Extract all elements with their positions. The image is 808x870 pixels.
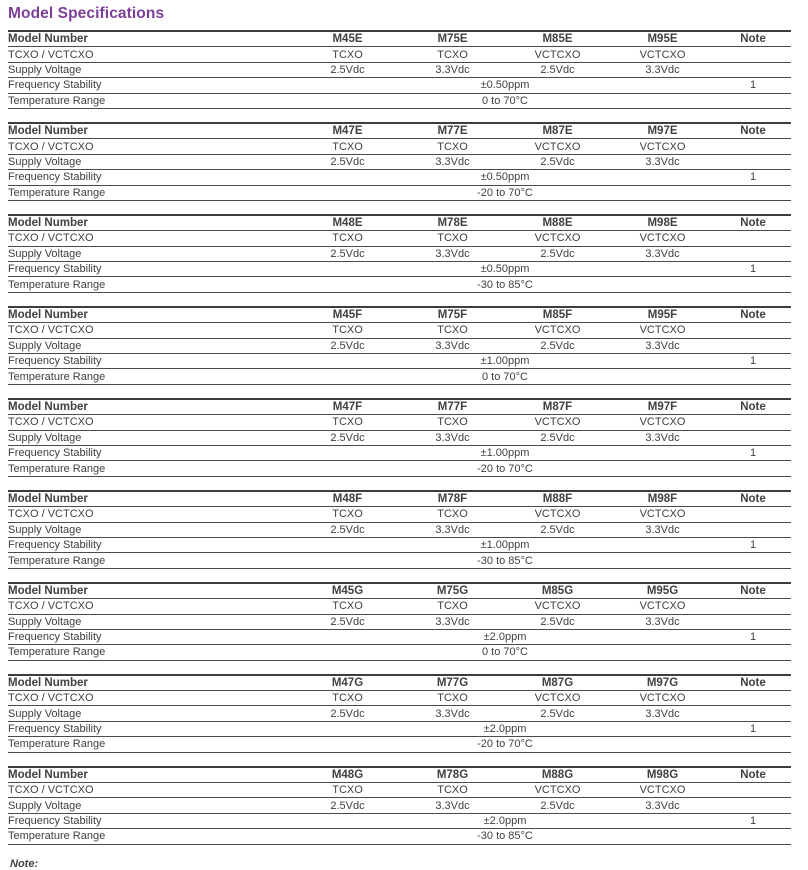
oscillator-type-value: VCTCXO: [505, 231, 610, 246]
temperature-range-row: [8, 553, 791, 568]
model-number-header: M48E: [295, 215, 400, 231]
row-label-frequency-stability: Frequency Stability: [8, 537, 295, 552]
oscillator-type-row: [8, 415, 791, 430]
row-label-model-number: Model Number: [8, 31, 295, 47]
note-column-header: Note: [715, 583, 791, 599]
temperature-range-row: [8, 369, 791, 384]
oscillator-type-value: TCXO: [400, 231, 505, 246]
row-label-type: TCXO / VCTCXO: [8, 415, 295, 430]
model-number-header: M75G: [400, 583, 505, 599]
model-number-row: [8, 31, 791, 47]
supply-voltage-value: 2.5Vdc: [505, 614, 610, 629]
frequency-stability-row: [8, 170, 791, 185]
spec-table: [8, 766, 791, 845]
row-label-supply-voltage: Supply Voltage: [8, 154, 295, 169]
oscillator-type-value: TCXO: [400, 139, 505, 154]
oscillator-type-value: VCTCXO: [610, 599, 715, 614]
row-label-temperature-range: Temperature Range: [8, 461, 295, 476]
datasheet-page: [0, 5, 808, 870]
model-number-header: M98G: [610, 767, 715, 783]
supply-voltage-value: 3.3Vdc: [400, 706, 505, 721]
frequency-stability-value: ±2.0ppm: [295, 721, 715, 736]
supply-voltage-value: 2.5Vdc: [505, 154, 610, 169]
oscillator-type-value: TCXO: [295, 47, 400, 62]
note-column-header: Note: [715, 399, 791, 415]
empty-note-cell: [715, 369, 791, 384]
row-label-model-number: Model Number: [8, 675, 295, 691]
supply-voltage-value: 3.3Vdc: [610, 246, 715, 261]
spec-tables-container: [0, 30, 808, 845]
oscillator-type-value: VCTCXO: [505, 139, 610, 154]
page-title: Model Specifications: [8, 5, 165, 22]
empty-note-cell: [715, 798, 791, 813]
note-reference-value: 1: [715, 629, 791, 644]
supply-voltage-value: 2.5Vdc: [295, 706, 400, 721]
model-number-header: M75E: [400, 31, 505, 47]
model-number-header: M77E: [400, 123, 505, 139]
temperature-range-row: [8, 277, 791, 292]
oscillator-type-value: TCXO: [295, 231, 400, 246]
row-label-model-number: Model Number: [8, 767, 295, 783]
row-label-frequency-stability: Frequency Stability: [8, 629, 295, 644]
supply-voltage-value: 2.5Vdc: [295, 430, 400, 445]
oscillator-type-value: TCXO: [400, 691, 505, 706]
oscillator-type-value: VCTCXO: [505, 507, 610, 522]
model-number-row: [8, 767, 791, 783]
temperature-range-row: [8, 93, 791, 108]
frequency-stability-row: [8, 629, 791, 644]
empty-note-cell: [715, 706, 791, 721]
supply-voltage-value: 2.5Vdc: [505, 798, 610, 813]
row-label-frequency-stability: Frequency Stability: [8, 262, 295, 277]
oscillator-type-value: VCTCXO: [610, 691, 715, 706]
supply-voltage-value: 2.5Vdc: [505, 522, 610, 537]
frequency-stability-value: ±0.50ppm: [295, 170, 715, 185]
oscillator-type-value: VCTCXO: [505, 783, 610, 798]
model-number-header: M47G: [295, 675, 400, 691]
empty-note-cell: [715, 461, 791, 476]
frequency-stability-row: [8, 354, 791, 369]
row-label-model-number: Model Number: [8, 123, 295, 139]
model-number-header: M47E: [295, 123, 400, 139]
frequency-stability-row: [8, 721, 791, 736]
model-number-row: [8, 675, 791, 691]
supply-voltage-value: 2.5Vdc: [295, 154, 400, 169]
supply-voltage-value: 3.3Vdc: [400, 338, 505, 353]
model-number-header: M47F: [295, 399, 400, 415]
model-number-header: M88F: [505, 491, 610, 507]
supply-voltage-value: 3.3Vdc: [610, 614, 715, 629]
supply-voltage-row: [8, 430, 791, 445]
supply-voltage-value: 3.3Vdc: [400, 246, 505, 261]
oscillator-type-value: TCXO: [295, 507, 400, 522]
row-label-type: TCXO / VCTCXO: [8, 139, 295, 154]
oscillator-type-value: VCTCXO: [505, 323, 610, 338]
model-number-header: M88E: [505, 215, 610, 231]
row-label-temperature-range: Temperature Range: [8, 553, 295, 568]
empty-note-cell: [715, 430, 791, 445]
empty-note-cell: [715, 62, 791, 77]
row-label-temperature-range: Temperature Range: [8, 737, 295, 752]
row-label-supply-voltage: Supply Voltage: [8, 338, 295, 353]
oscillator-type-value: VCTCXO: [610, 231, 715, 246]
supply-voltage-row: [8, 246, 791, 261]
note-reference-value: 1: [715, 354, 791, 369]
note-reference-value: 1: [715, 78, 791, 93]
row-label-model-number: Model Number: [8, 399, 295, 415]
empty-note-cell: [715, 338, 791, 353]
row-label-type: TCXO / VCTCXO: [8, 599, 295, 614]
supply-voltage-value: 3.3Vdc: [610, 798, 715, 813]
spec-table: [8, 122, 791, 201]
empty-note-cell: [715, 154, 791, 169]
supply-voltage-value: 3.3Vdc: [610, 706, 715, 721]
note-reference-value: 1: [715, 170, 791, 185]
model-number-header: M88G: [505, 767, 610, 783]
note-column-header: Note: [715, 307, 791, 323]
temperature-range-value: -20 to 70°C: [295, 185, 715, 200]
note-column-header: Note: [715, 31, 791, 47]
row-label-type: TCXO / VCTCXO: [8, 231, 295, 246]
oscillator-type-value: VCTCXO: [610, 139, 715, 154]
oscillator-type-row: [8, 323, 791, 338]
model-number-header: M78G: [400, 767, 505, 783]
empty-note-cell: [715, 553, 791, 568]
row-label-type: TCXO / VCTCXO: [8, 47, 295, 62]
spec-table: [8, 306, 791, 385]
supply-voltage-value: 3.3Vdc: [400, 430, 505, 445]
oscillator-type-value: TCXO: [400, 599, 505, 614]
row-label-type: TCXO / VCTCXO: [8, 323, 295, 338]
row-label-type: TCXO / VCTCXO: [8, 783, 295, 798]
oscillator-type-row: [8, 507, 791, 522]
empty-note-cell: [715, 522, 791, 537]
supply-voltage-row: [8, 338, 791, 353]
model-number-header: M75F: [400, 307, 505, 323]
oscillator-type-value: TCXO: [295, 783, 400, 798]
temperature-range-value: -30 to 85°C: [295, 277, 715, 292]
note-column-header: Note: [715, 215, 791, 231]
supply-voltage-value: 2.5Vdc: [295, 338, 400, 353]
model-number-header: M85F: [505, 307, 610, 323]
model-number-row: [8, 307, 791, 323]
footer-note: Note:: [10, 857, 39, 870]
supply-voltage-value: 2.5Vdc: [505, 246, 610, 261]
model-number-header: M98F: [610, 491, 715, 507]
note-reference-value: 1: [715, 813, 791, 828]
model-number-row: [8, 215, 791, 231]
supply-voltage-value: 2.5Vdc: [295, 798, 400, 813]
frequency-stability-row: [8, 537, 791, 552]
oscillator-type-value: VCTCXO: [610, 47, 715, 62]
oscillator-type-value: TCXO: [295, 691, 400, 706]
row-label-supply-voltage: Supply Voltage: [8, 798, 295, 813]
row-label-supply-voltage: Supply Voltage: [8, 706, 295, 721]
oscillator-type-value: TCXO: [295, 139, 400, 154]
supply-voltage-value: 3.3Vdc: [610, 62, 715, 77]
supply-voltage-row: [8, 62, 791, 77]
frequency-stability-row: [8, 445, 791, 460]
supply-voltage-row: [8, 798, 791, 813]
frequency-stability-row: [8, 262, 791, 277]
oscillator-type-row: [8, 231, 791, 246]
row-label-frequency-stability: Frequency Stability: [8, 813, 295, 828]
row-label-type: TCXO / VCTCXO: [8, 691, 295, 706]
oscillator-type-value: VCTCXO: [610, 415, 715, 430]
frequency-stability-value: ±2.0ppm: [295, 813, 715, 828]
empty-note-cell: [715, 507, 791, 522]
oscillator-type-value: TCXO: [295, 323, 400, 338]
model-number-header: M45F: [295, 307, 400, 323]
supply-voltage-row: [8, 154, 791, 169]
row-label-supply-voltage: Supply Voltage: [8, 614, 295, 629]
note-reference-value: 1: [715, 262, 791, 277]
model-number-header: M85E: [505, 31, 610, 47]
temperature-range-row: [8, 461, 791, 476]
temperature-range-value: 0 to 70°C: [295, 93, 715, 108]
frequency-stability-value: ±1.00ppm: [295, 537, 715, 552]
oscillator-type-value: VCTCXO: [505, 415, 610, 430]
row-label-model-number: Model Number: [8, 307, 295, 323]
supply-voltage-value: 3.3Vdc: [400, 522, 505, 537]
supply-voltage-value: 3.3Vdc: [610, 522, 715, 537]
note-column-header: Note: [715, 123, 791, 139]
oscillator-type-value: TCXO: [295, 415, 400, 430]
model-number-header: M77G: [400, 675, 505, 691]
empty-note-cell: [715, 93, 791, 108]
row-label-model-number: Model Number: [8, 215, 295, 231]
temperature-range-row: [8, 737, 791, 752]
oscillator-type-value: TCXO: [400, 323, 505, 338]
oscillator-type-row: [8, 783, 791, 798]
row-label-supply-voltage: Supply Voltage: [8, 522, 295, 537]
empty-note-cell: [715, 599, 791, 614]
row-label-temperature-range: Temperature Range: [8, 369, 295, 384]
model-number-header: M87G: [505, 675, 610, 691]
oscillator-type-value: VCTCXO: [505, 599, 610, 614]
row-label-frequency-stability: Frequency Stability: [8, 354, 295, 369]
supply-voltage-value: 3.3Vdc: [610, 338, 715, 353]
temperature-range-row: [8, 185, 791, 200]
supply-voltage-row: [8, 706, 791, 721]
oscillator-type-value: VCTCXO: [505, 47, 610, 62]
model-number-header: M87E: [505, 123, 610, 139]
oscillator-type-value: TCXO: [400, 47, 505, 62]
model-number-row: [8, 583, 791, 599]
temperature-range-value: -20 to 70°C: [295, 461, 715, 476]
oscillator-type-value: TCXO: [295, 599, 400, 614]
supply-voltage-value: 2.5Vdc: [505, 62, 610, 77]
model-number-header: M45G: [295, 583, 400, 599]
temperature-range-value: 0 to 70°C: [295, 645, 715, 660]
row-label-type: TCXO / VCTCXO: [8, 507, 295, 522]
oscillator-type-row: [8, 599, 791, 614]
model-number-header: M85G: [505, 583, 610, 599]
row-label-frequency-stability: Frequency Stability: [8, 721, 295, 736]
note-column-header: Note: [715, 491, 791, 507]
supply-voltage-value: 3.3Vdc: [400, 614, 505, 629]
spec-table: [8, 398, 791, 477]
supply-voltage-value: 2.5Vdc: [295, 522, 400, 537]
frequency-stability-value: ±0.50ppm: [295, 78, 715, 93]
note-reference-value: 1: [715, 721, 791, 736]
note-reference-value: 1: [715, 445, 791, 460]
temperature-range-value: 0 to 70°C: [295, 369, 715, 384]
spec-table: [8, 582, 791, 661]
model-number-header: M45E: [295, 31, 400, 47]
empty-note-cell: [715, 277, 791, 292]
empty-note-cell: [715, 829, 791, 844]
temperature-range-row: [8, 829, 791, 844]
oscillator-type-value: VCTCXO: [610, 507, 715, 522]
supply-voltage-value: 2.5Vdc: [505, 706, 610, 721]
supply-voltage-value: 3.3Vdc: [400, 798, 505, 813]
empty-note-cell: [715, 691, 791, 706]
row-label-frequency-stability: Frequency Stability: [8, 170, 295, 185]
note-column-header: Note: [715, 767, 791, 783]
frequency-stability-value: ±1.00ppm: [295, 445, 715, 460]
oscillator-type-row: [8, 691, 791, 706]
row-label-frequency-stability: Frequency Stability: [8, 78, 295, 93]
temperature-range-value: -20 to 70°C: [295, 737, 715, 752]
supply-voltage-value: 3.3Vdc: [400, 62, 505, 77]
empty-note-cell: [715, 231, 791, 246]
spec-table: [8, 30, 791, 109]
oscillator-type-value: TCXO: [400, 783, 505, 798]
supply-voltage-value: 3.3Vdc: [610, 154, 715, 169]
frequency-stability-value: ±0.50ppm: [295, 262, 715, 277]
row-label-model-number: Model Number: [8, 583, 295, 599]
empty-note-cell: [715, 47, 791, 62]
oscillator-type-value: VCTCXO: [505, 691, 610, 706]
supply-voltage-value: 2.5Vdc: [295, 246, 400, 261]
frequency-stability-value: ±2.0ppm: [295, 629, 715, 644]
oscillator-type-value: VCTCXO: [610, 323, 715, 338]
temperature-range-value: -30 to 85°C: [295, 553, 715, 568]
row-label-temperature-range: Temperature Range: [8, 277, 295, 292]
row-label-supply-voltage: Supply Voltage: [8, 246, 295, 261]
row-label-supply-voltage: Supply Voltage: [8, 62, 295, 77]
empty-note-cell: [715, 185, 791, 200]
model-number-header: M48G: [295, 767, 400, 783]
note-column-header: Note: [715, 675, 791, 691]
supply-voltage-value: 2.5Vdc: [505, 338, 610, 353]
note-reference-value: 1: [715, 537, 791, 552]
model-number-header: M87F: [505, 399, 610, 415]
oscillator-type-value: TCXO: [400, 507, 505, 522]
row-label-temperature-range: Temperature Range: [8, 93, 295, 108]
model-number-header: M78F: [400, 491, 505, 507]
row-label-temperature-range: Temperature Range: [8, 645, 295, 660]
frequency-stability-row: [8, 78, 791, 93]
spec-table: [8, 214, 791, 293]
frequency-stability-value: ±1.00ppm: [295, 354, 715, 369]
model-number-row: [8, 399, 791, 415]
empty-note-cell: [715, 783, 791, 798]
model-number-row: [8, 491, 791, 507]
supply-voltage-value: 2.5Vdc: [295, 62, 400, 77]
frequency-stability-row: [8, 813, 791, 828]
row-label-model-number: Model Number: [8, 491, 295, 507]
model-number-header: M95F: [610, 307, 715, 323]
oscillator-type-value: VCTCXO: [610, 783, 715, 798]
model-number-header: M77F: [400, 399, 505, 415]
empty-note-cell: [715, 645, 791, 660]
oscillator-type-row: [8, 139, 791, 154]
supply-voltage-value: 2.5Vdc: [295, 614, 400, 629]
empty-note-cell: [715, 737, 791, 752]
model-number-header: M78E: [400, 215, 505, 231]
model-number-header: M97E: [610, 123, 715, 139]
model-number-header: M48F: [295, 491, 400, 507]
empty-note-cell: [715, 415, 791, 430]
spec-table: [8, 674, 791, 753]
row-label-supply-voltage: Supply Voltage: [8, 430, 295, 445]
model-number-header: M97F: [610, 399, 715, 415]
empty-note-cell: [715, 246, 791, 261]
model-number-header: M97G: [610, 675, 715, 691]
oscillator-type-row: [8, 47, 791, 62]
spec-table: [8, 490, 791, 569]
supply-voltage-value: 3.3Vdc: [400, 154, 505, 169]
model-number-header: M95E: [610, 31, 715, 47]
temperature-range-row: [8, 645, 791, 660]
supply-voltage-value: 2.5Vdc: [505, 430, 610, 445]
model-number-row: [8, 123, 791, 139]
oscillator-type-value: TCXO: [400, 415, 505, 430]
supply-voltage-value: 3.3Vdc: [610, 430, 715, 445]
row-label-temperature-range: Temperature Range: [8, 829, 295, 844]
empty-note-cell: [715, 614, 791, 629]
model-number-header: M95G: [610, 583, 715, 599]
empty-note-cell: [715, 139, 791, 154]
model-number-header: M98E: [610, 215, 715, 231]
row-label-frequency-stability: Frequency Stability: [8, 445, 295, 460]
empty-note-cell: [715, 323, 791, 338]
supply-voltage-row: [8, 614, 791, 629]
temperature-range-value: -30 to 85°C: [295, 829, 715, 844]
row-label-temperature-range: Temperature Range: [8, 185, 295, 200]
supply-voltage-row: [8, 522, 791, 537]
